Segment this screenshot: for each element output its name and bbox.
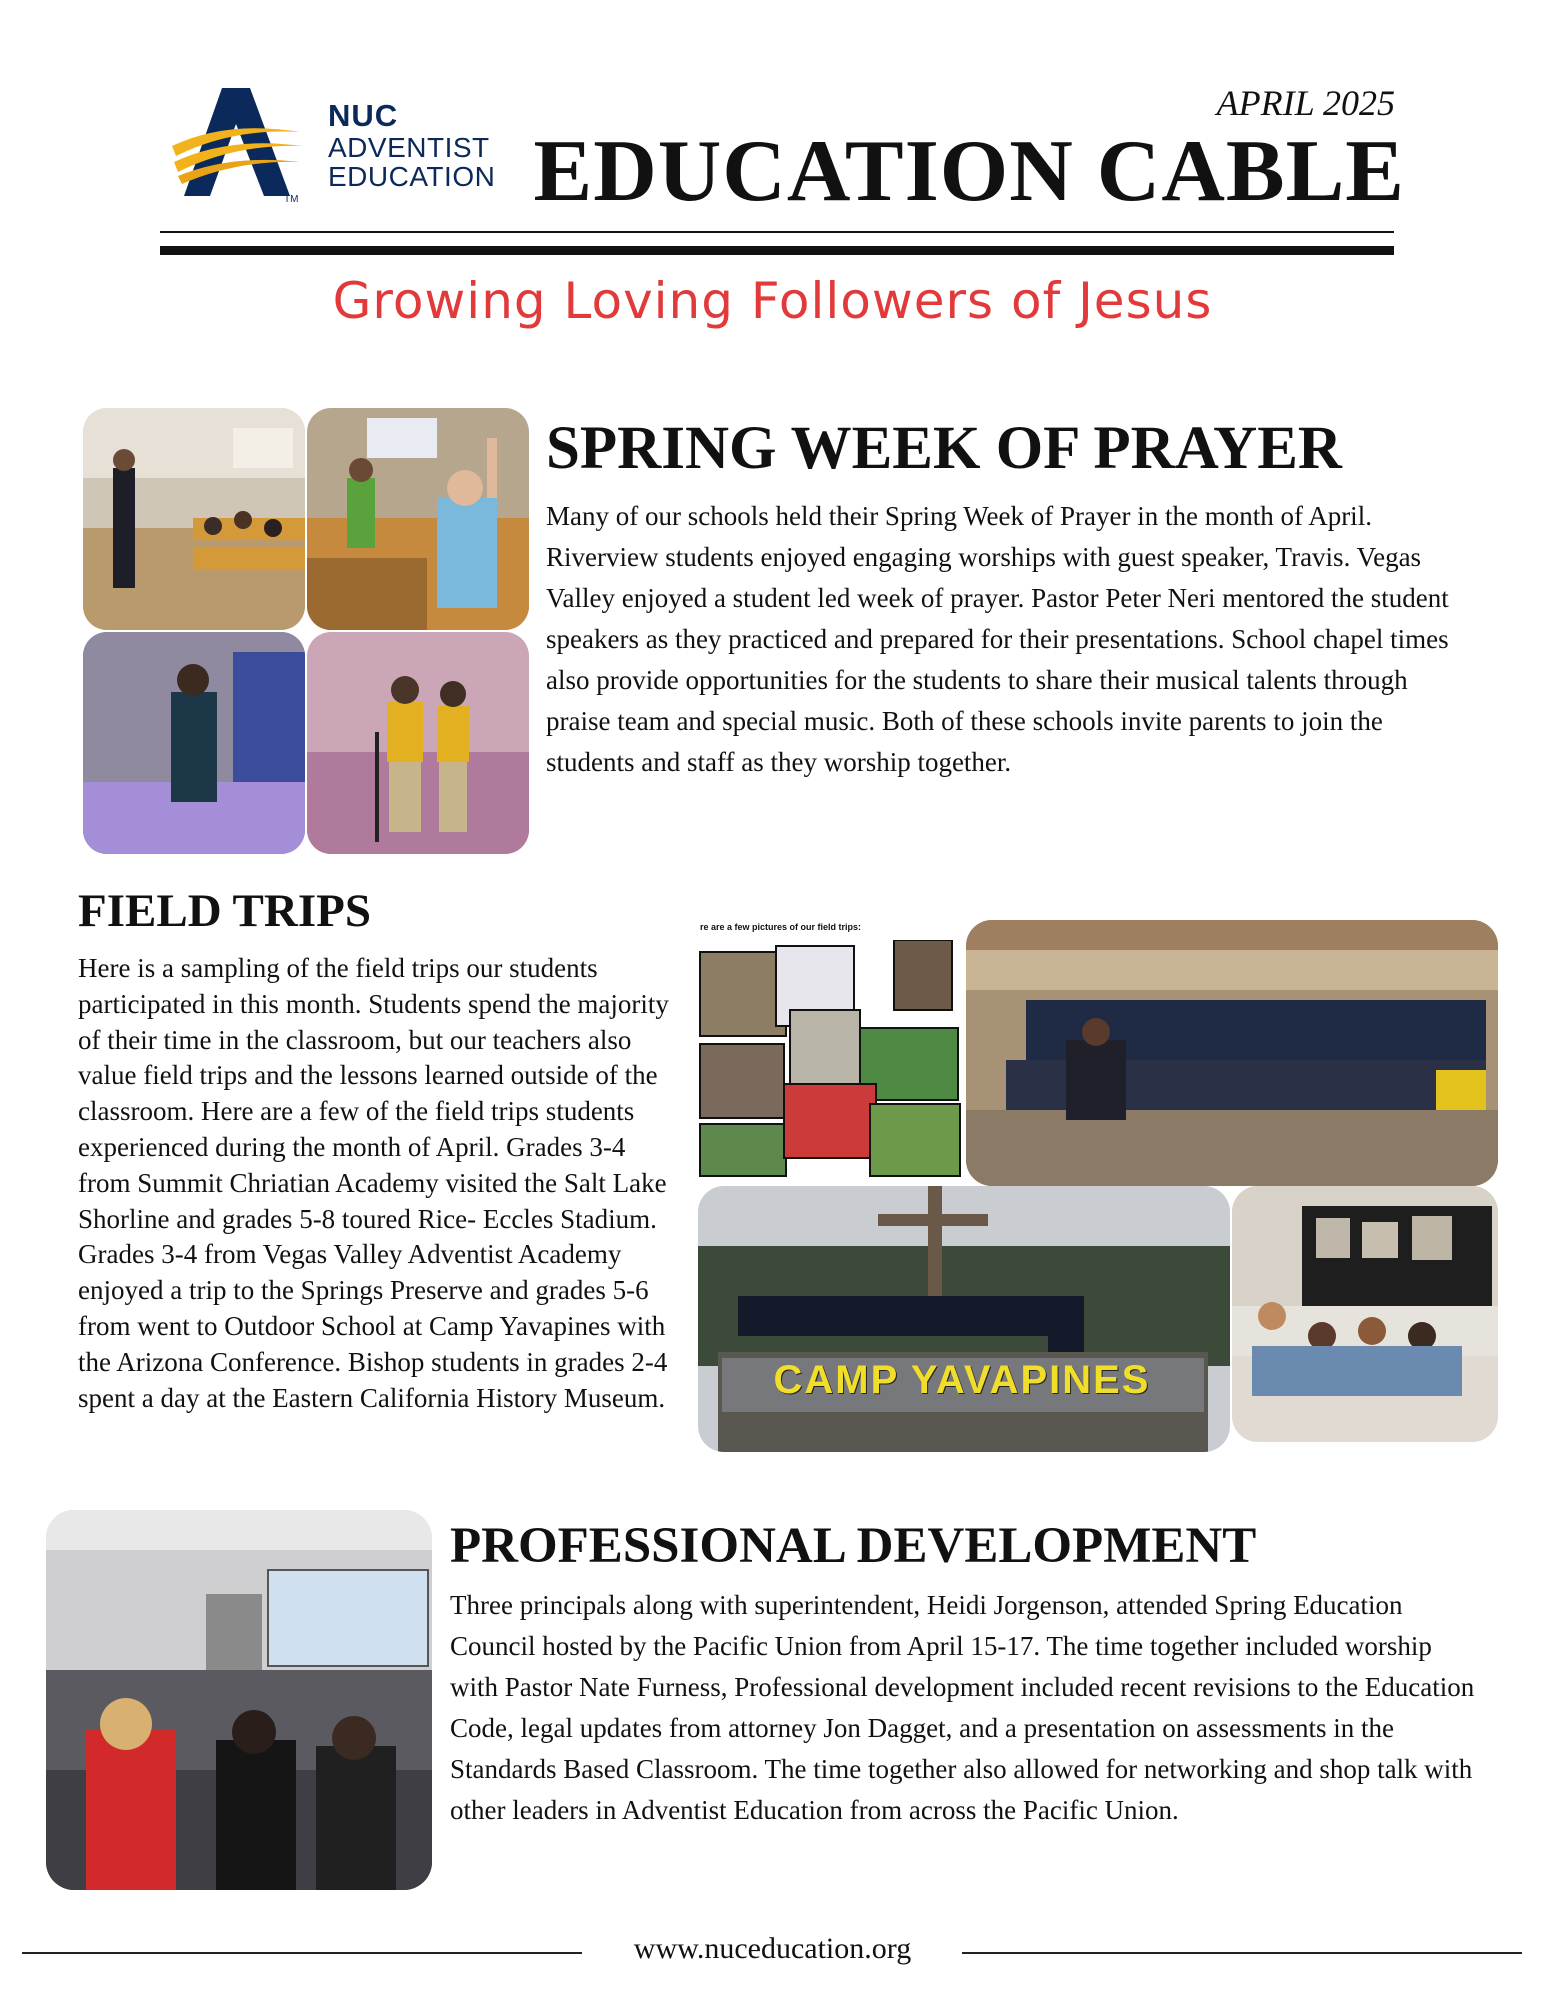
heading-professional-development: PROFESSIONAL DEVELOPMENT [450, 1518, 1257, 1574]
photo-camp-yavapines [698, 1186, 1230, 1452]
collage-caption: re are a few pictures of our field trips: [700, 922, 862, 932]
tagline: Growing Loving Followers of Jesus [332, 272, 1213, 330]
heading-spring-week-of-prayer: SPRING WEEK OF PRAYER [546, 415, 1342, 482]
heading-field-trips: FIELD TRIPS [78, 885, 371, 937]
masthead-rule-thick [160, 246, 1394, 255]
issue-date: APRIL 2025 [1216, 83, 1395, 123]
photo-students-praising [307, 408, 529, 630]
photo-chapel-speaker [83, 408, 305, 630]
nuc-a-logo-icon [172, 84, 304, 204]
newsletter-title: EDUCATION CABLE [533, 123, 1405, 220]
nuc-logo [172, 84, 502, 204]
masthead-rule-thin [160, 231, 1394, 233]
body-professional-development: Three principals along with superintendent, Heidi Jorgenson, attended Spring Education Council hosted by the Pacific Union from April 15-17. The time together included worship with Pastor Nate Furness, Professional development included recent revisions to the Education Code, legal updates from attorney Jon Dagget, and a presentation on assessments in the Standards Based Classroom. The time together also allowed for networking and shop talk with other leaders in Adventist Education from across the Pacific Union. [450, 1590, 1475, 1825]
photo-group-field-trip [966, 920, 1498, 1186]
trademark-mark: TM [284, 194, 299, 204]
body-field-trips: Here is a sampling of the field trips our students participated in this month. Students spend the majority of their time in the classroom, but our teachers also value field trips and the lessons learned outside of the classroom. Here are a few of the field trips students experienced during the month of April. Grades 3-4 from Summit Chriatian Academy visited the Salt Lake Shorline and grades 5-8 toured Rice- Eccles Stadium. Grades 3-4 from Vegas Valley Adventist Academy enjoyed a trip to the Springs Preserve and grades 5-6 from went to Outdoor School at Camp Yavapines with the Arizona Conference. Bishop students in grades 2-4 spent a day at the Eastern California History Museum. [78, 953, 669, 1413]
footer-url[interactable]: www.nuceducation.org [614, 1932, 931, 1965]
photo-history-museum [1232, 1186, 1498, 1442]
photo-student-speaker [83, 632, 305, 854]
logo-line-2: ADVENTIST [328, 132, 490, 163]
footer-url-wrap [0, 1932, 1545, 1966]
logo-line-1: NUC [328, 98, 399, 133]
photo-field-trip-collage [698, 918, 964, 1180]
photo-students-at-podium [307, 632, 529, 854]
body-spring-week-of-prayer: Many of our schools held their Spring Week of Prayer in the month of April. Riverview students enjoyed engaging worships with guest speaker, Travis. Vegas Valley enjoyed a student led week of prayer. Pastor Peter Neri mentored the student speakers as they practiced and prepared for their presentations. School chapel times also provide opportunities for the students to share their musical talents through praise team and special music. Both of these schools invite parents to join the students and staff as they worship together. [546, 501, 1449, 777]
logo-wordmark [328, 100, 495, 191]
logo-line-3: EDUCATION [328, 161, 496, 192]
camp-sign-text: CAMP YAVAPINES [773, 1358, 1151, 1402]
photo-education-council [46, 1510, 432, 1890]
